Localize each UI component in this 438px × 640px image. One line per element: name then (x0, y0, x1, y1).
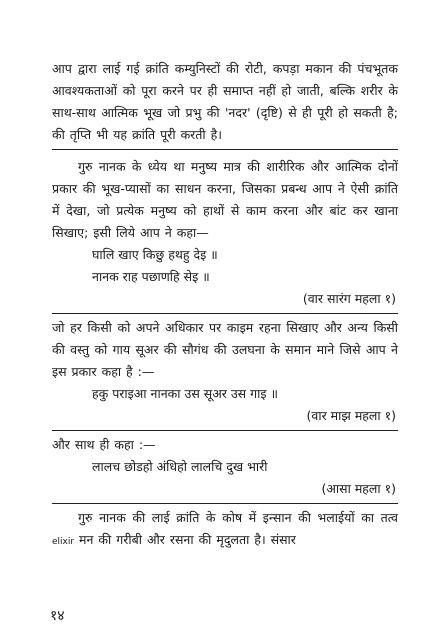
page-number: १४ (50, 608, 65, 624)
quote-1-line-2: नानक राह पछाणहि सेइ ॥ (92, 269, 210, 284)
quote-3: लालच छोडहो अंधिहो लालचि दुख भारी (92, 459, 268, 474)
divider (52, 503, 398, 504)
paragraph-3: जो हर किसी को अपने अधिकार पर काइम रहना सिखाए और अन्य किसी की वस्तु को गाय सूअर की सौगंध की उलघना के समान माने जिसे आप ने इस प्रकार कहा है :— (52, 320, 398, 379)
paragraph-5-text-b: मन की गरीबी और रसना की मृदुलता है। संसार (74, 532, 296, 547)
paragraph-2: गुरु नानक के ध्येय था मनुष्य मात्र की शारीरिक और आत्मिक दोनों प्रकार की भूख-प्यासों का साधन करना, जिसका प्रबन्ध आप ने ऐसी क्रांति में देखा, जो प्रत्येक मनुष्य को हाथों से काम करना और बांट कर खाना सिखाए; इसी लिये आप ने कहा— (52, 159, 398, 240)
paragraph-5-elixir: elixir (52, 537, 75, 547)
divider (52, 149, 398, 150)
divider (52, 313, 398, 314)
paragraph-5 (52, 507, 398, 553)
citation-2: (वार माझ महला १) (306, 408, 396, 423)
quote-1-line-1: घालि खाए किछु हथहु देइ ॥ (92, 247, 218, 262)
paragraph-5-text-a: गुरु नानक की लाई क्रांति के कोष में इन्सान की भलाईयों का तत्व (78, 510, 398, 525)
paragraph-1: आप द्वारा लाई गई क्रांति कम्युनिस्टों की रोटी, कपड़ा मकान की पंचभूतक आवश्यकताओं को पूरा करने पर ही समाप्त नहीं हो जाती, बल्कि शरीर के साथ-साथ आत्मिक भूख जो प्रभु की 'नदर' (दृष्टि) से ही पूरी हो सकती है; की तृप्ति भी यह क्रांति पूरी करती है। (52, 61, 398, 142)
quote-2: हकु पराइआ नानका उस सूअर उस गाइ ॥ (92, 386, 278, 401)
divider (52, 430, 398, 431)
citation-1: (वार सारंग महला १) (302, 291, 396, 306)
citation-3: (आसा महला १) (321, 481, 396, 496)
paragraph-4: और साथ ही कहा :— (52, 437, 156, 452)
